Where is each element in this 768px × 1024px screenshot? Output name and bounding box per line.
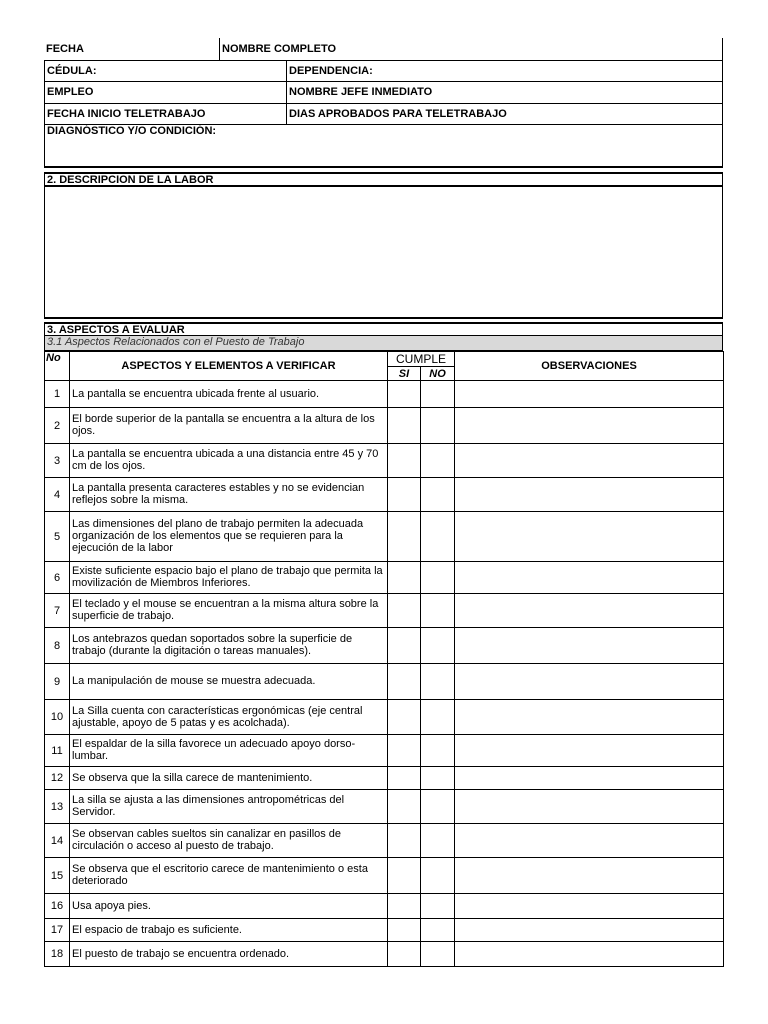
item-number: 8: [45, 628, 70, 664]
item-description: El borde superior de la pantalla se encuentra a la altura de los ojos.: [70, 408, 388, 444]
item-description: Existe suficiente espacio bajo el plano de trabajo que permita la movilización de Miembros Inferiores.: [70, 562, 388, 594]
item-number: 10: [45, 700, 70, 735]
section-3-title: 3. ASPECTOS A EVALUAR: [47, 324, 185, 335]
column-header-si: SI: [388, 367, 421, 381]
header-row-fecha-inicio: [44, 103, 723, 124]
diagnostico-label: DIAGNÓSTICO Y/O CONDICIÓN:: [47, 125, 217, 137]
cumple-si-cell[interactable]: [388, 700, 421, 735]
observaciones-cell[interactable]: [455, 858, 724, 894]
item-number: 9: [45, 664, 70, 700]
table-row: [45, 824, 724, 858]
observaciones-cell[interactable]: [455, 919, 724, 942]
table-row: [45, 858, 724, 894]
item-description: La pantalla se encuentra ubicada a una distancia entre 45 y 70 cm de los ojos.: [70, 444, 388, 478]
table-row: [45, 478, 724, 512]
item-description: Usa apoya pies.: [70, 894, 388, 919]
cumple-no-cell[interactable]: [421, 858, 455, 894]
item-number: 4: [45, 478, 70, 512]
table-row: [45, 381, 724, 408]
cumple-si-cell[interactable]: [388, 824, 421, 858]
nombre-jefe-label[interactable]: NOMBRE JEFE INMEDIATO: [289, 86, 433, 98]
observaciones-cell[interactable]: [455, 408, 724, 444]
observaciones-cell[interactable]: [455, 444, 724, 478]
observaciones-cell[interactable]: [455, 824, 724, 858]
item-number: 3: [45, 444, 70, 478]
column-header-cumple: CUMPLE: [388, 352, 455, 367]
item-number: 7: [45, 594, 70, 628]
observaciones-cell[interactable]: [455, 381, 724, 408]
cumple-no-cell[interactable]: [421, 942, 455, 967]
cumple-si-cell[interactable]: [388, 512, 421, 562]
observaciones-cell[interactable]: [455, 562, 724, 594]
diagnostico-field[interactable]: [44, 124, 723, 168]
observaciones-cell[interactable]: [455, 478, 724, 512]
cumple-no-cell[interactable]: [421, 444, 455, 478]
table-row: [45, 444, 724, 478]
section-2-title: 2. DESCRIPCION DE LA LABOR: [47, 174, 214, 185]
table-row: [45, 664, 724, 700]
empleo-label[interactable]: EMPLEO: [45, 82, 287, 103]
item-description: Los antebrazos quedan soportados sobre la superficie de trabajo (durante la digitación o tareas manuales).: [70, 628, 388, 664]
observaciones-cell[interactable]: [455, 700, 724, 735]
item-number: 5: [45, 512, 70, 562]
table-row: [45, 700, 724, 735]
item-description: El teclado y el mouse se encuentran a la misma altura sobre la superficie de trabajo.: [70, 594, 388, 628]
cumple-no-cell[interactable]: [421, 512, 455, 562]
item-number: 15: [45, 858, 70, 894]
observaciones-cell[interactable]: [455, 512, 724, 562]
table-row: [45, 894, 724, 919]
dias-aprobados-label[interactable]: DIAS APROBADOS PARA TELETRABAJO: [289, 108, 507, 120]
table-row: [45, 767, 724, 790]
cumple-si-cell[interactable]: [388, 381, 421, 408]
cumple-si-cell[interactable]: [388, 628, 421, 664]
cumple-no-cell[interactable]: [421, 478, 455, 512]
cumple-no-cell[interactable]: [421, 767, 455, 790]
cumple-si-cell[interactable]: [388, 444, 421, 478]
item-description: La pantalla se encuentra ubicada frente al usuario.: [70, 381, 388, 408]
table-row: [45, 919, 724, 942]
observaciones-cell[interactable]: [455, 942, 724, 967]
cedula-label[interactable]: CÉDULA:: [45, 61, 287, 81]
observaciones-cell[interactable]: [455, 790, 724, 824]
cumple-no-cell[interactable]: [421, 594, 455, 628]
fecha-inicio-label[interactable]: FECHA INICIO TELETRABAJO: [45, 104, 287, 124]
item-number: 16: [45, 894, 70, 919]
item-description: El espacio de trabajo es suficiente.: [70, 919, 388, 942]
cumple-no-cell[interactable]: [421, 735, 455, 767]
item-description: La Silla cuenta con características ergonómicas (eje central ajustable, apoyo de 5 patas y es acolchada).: [70, 700, 388, 735]
item-number: 6: [45, 562, 70, 594]
table-row: [45, 562, 724, 594]
cumple-si-cell[interactable]: [388, 478, 421, 512]
cumple-si-cell[interactable]: [388, 858, 421, 894]
item-number: 17: [45, 919, 70, 942]
nombre-completo-label[interactable]: NOMBRE COMPLETO: [222, 43, 337, 55]
table-row: [45, 512, 724, 562]
item-description: La silla se ajusta a las dimensiones antropométricas del Servidor.: [70, 790, 388, 824]
descripcion-labor-area[interactable]: [44, 187, 723, 319]
observaciones-cell[interactable]: [455, 735, 724, 767]
column-header-no: No: [45, 352, 70, 381]
cumple-no-cell[interactable]: [421, 408, 455, 444]
column-header-no-answer: NO: [421, 367, 455, 381]
item-description: El puesto de trabajo se encuentra ordenado.: [70, 942, 388, 967]
section-3-subtitle: 3.1 Aspectos Relacionados con el Puesto de Trabajo: [47, 336, 305, 348]
table-row: [45, 942, 724, 967]
item-description: Las dimensiones del plano de trabajo permiten la adecuada organización de los elementos que se requieren para la ejecución de la labor: [70, 512, 388, 562]
cumple-no-cell[interactable]: [421, 628, 455, 664]
item-description: Se observa que el escritorio carece de mantenimiento o esta deteriorado: [70, 858, 388, 894]
column-header-aspectos: ASPECTOS Y ELEMENTOS A VERIFICAR: [70, 352, 388, 381]
header-row-fecha: [44, 38, 723, 60]
table-row: [45, 790, 724, 824]
item-number: 13: [45, 790, 70, 824]
item-number: 1: [45, 381, 70, 408]
cumple-no-cell[interactable]: [421, 562, 455, 594]
cumple-si-cell[interactable]: [388, 942, 421, 967]
aspects-table: [44, 351, 724, 967]
observaciones-cell[interactable]: [455, 664, 724, 700]
header-row-empleo: [44, 81, 723, 103]
section-3-subtitle-row: [44, 336, 723, 351]
item-number: 14: [45, 824, 70, 858]
header-row-cedula: [44, 60, 723, 81]
section-2-title-row: [44, 172, 723, 187]
item-description: El espaldar de la silla favorece un adecuado apoyo dorso-lumbar.: [70, 735, 388, 767]
cumple-si-cell[interactable]: [388, 594, 421, 628]
table-row: [45, 594, 724, 628]
cumple-si-cell[interactable]: [388, 790, 421, 824]
cumple-no-cell[interactable]: [421, 824, 455, 858]
cumple-no-cell[interactable]: [421, 700, 455, 735]
cumple-si-cell[interactable]: [388, 894, 421, 919]
item-number: 12: [45, 767, 70, 790]
cumple-si-cell[interactable]: [388, 408, 421, 444]
item-number: 11: [45, 735, 70, 767]
cumple-no-cell[interactable]: [421, 381, 455, 408]
cumple-si-cell[interactable]: [388, 767, 421, 790]
item-description: Se observan cables sueltos sin canalizar en pasillos de circulación o acceso al puesto de trabajo.: [70, 824, 388, 858]
cumple-si-cell[interactable]: [388, 664, 421, 700]
section-3-title-row: [44, 322, 723, 336]
observaciones-cell[interactable]: [455, 594, 724, 628]
cumple-si-cell[interactable]: [388, 735, 421, 767]
item-description: Se observa que la silla carece de mantenimiento.: [70, 767, 388, 790]
dependencia-label[interactable]: DEPENDENCIA:: [289, 65, 373, 77]
observaciones-cell[interactable]: [455, 628, 724, 664]
observaciones-cell[interactable]: [455, 767, 724, 790]
item-number: 18: [45, 942, 70, 967]
evaluation-form: [44, 38, 723, 967]
observaciones-cell[interactable]: [455, 894, 724, 919]
table-row: [45, 628, 724, 664]
column-header-observaciones: OBSERVACIONES: [455, 352, 724, 381]
cumple-no-cell[interactable]: [421, 790, 455, 824]
cumple-no-cell[interactable]: [421, 664, 455, 700]
table-row: [45, 408, 724, 444]
table-row: [45, 735, 724, 767]
cumple-no-cell[interactable]: [421, 919, 455, 942]
cumple-no-cell[interactable]: [421, 894, 455, 919]
item-description: La pantalla presenta caracteres estables y no se evidencian reflejos sobre la misma.: [70, 478, 388, 512]
cumple-si-cell[interactable]: [388, 562, 421, 594]
aspects-table-body: [45, 381, 724, 967]
cumple-si-cell[interactable]: [388, 919, 421, 942]
item-description: La manipulación de mouse se muestra adecuada.: [70, 664, 388, 700]
item-number: 2: [45, 408, 70, 444]
fecha-label[interactable]: FECHA: [44, 38, 220, 60]
